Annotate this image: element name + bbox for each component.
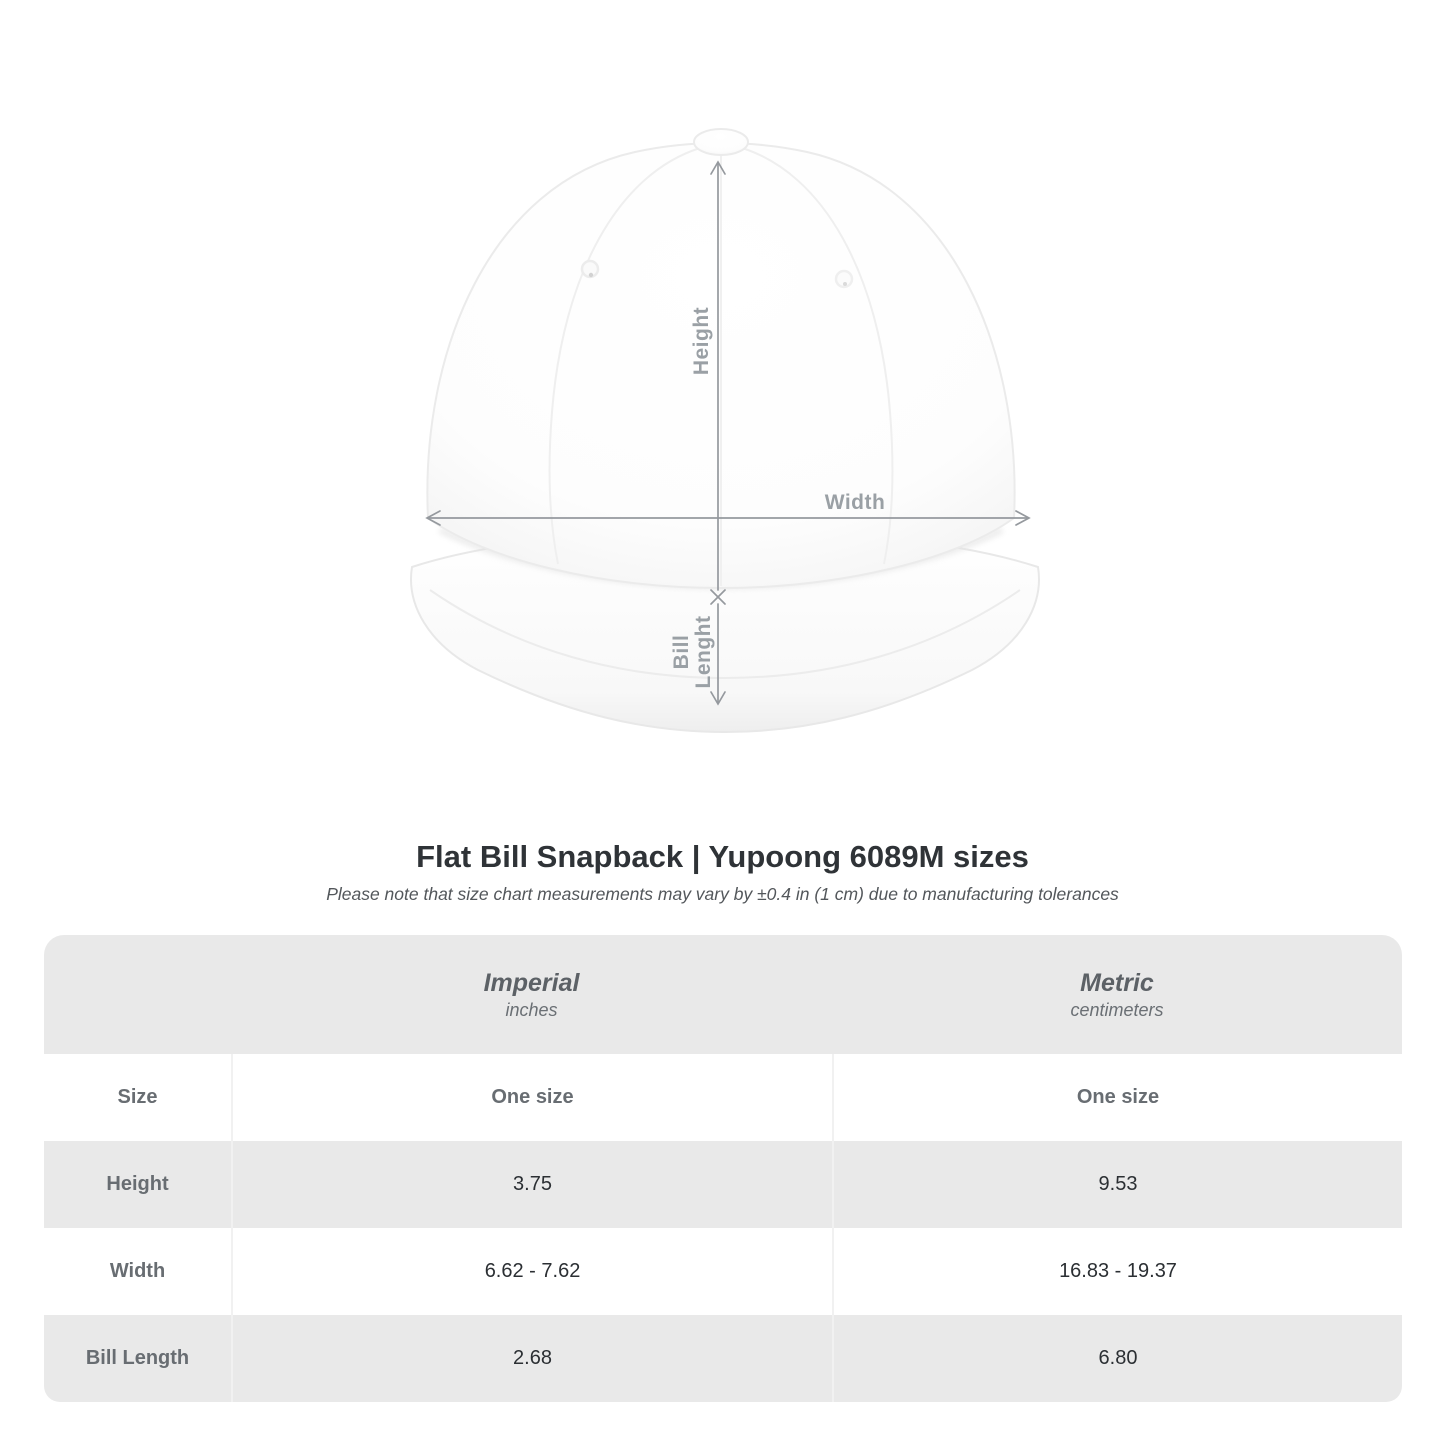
metric-value: 9.53 (832, 1141, 1402, 1228)
snapback-hat-image (400, 112, 1050, 767)
table-header-row (44, 935, 1402, 1054)
hat-measurement-figure (400, 112, 1050, 767)
left-eyelet (582, 261, 598, 277)
hat-crown (427, 129, 1014, 588)
metric-column-header (832, 935, 1402, 1054)
right-eyelet (836, 271, 852, 287)
page-title: Flat Bill Snapback | Yupoong 6089M sizes (416, 839, 1029, 874)
bill-label-line1: Bill (670, 634, 693, 670)
table-body (44, 1054, 1402, 1402)
imperial-value: 3.75 (231, 1141, 832, 1228)
size-chart-table (44, 935, 1402, 1402)
table-row-size (44, 1054, 1402, 1141)
row-label: Width (109, 1260, 166, 1282)
imperial-value: 6.62 - 7.62 (231, 1228, 832, 1315)
row-label: Height (106, 1173, 169, 1195)
table-row-bill-length (44, 1315, 1402, 1402)
heading-block (0, 838, 1445, 905)
table-row-height (44, 1141, 1402, 1228)
imperial-value: 2.68 (231, 1315, 832, 1402)
bill-label-line2: Lenght (692, 615, 715, 689)
row-label: Bill Length (85, 1347, 190, 1369)
height-measure-label: Height (690, 306, 713, 376)
metric-title: Metric (1080, 968, 1154, 997)
top-button (694, 129, 748, 155)
imperial-title: Imperial (483, 968, 580, 997)
metric-unit: centimeters (1070, 999, 1164, 1020)
header-spacer-cell (44, 935, 231, 1054)
width-measure-label: Width (824, 491, 886, 514)
metric-value: One size (832, 1054, 1402, 1141)
row-label: Size (117, 1086, 158, 1108)
metric-value: 16.83 - 19.37 (832, 1228, 1402, 1315)
table-row-width (44, 1228, 1402, 1315)
imperial-value: One size (231, 1054, 832, 1141)
imperial-column-header (231, 935, 832, 1054)
imperial-unit: inches (505, 999, 558, 1020)
bill-length-measure-label (671, 616, 715, 689)
metric-value: 6.80 (832, 1315, 1402, 1402)
tolerance-note: Please note that size chart measurements may vary by ±0.4 in (1 cm) due to manufacturing tolerances (326, 884, 1119, 904)
